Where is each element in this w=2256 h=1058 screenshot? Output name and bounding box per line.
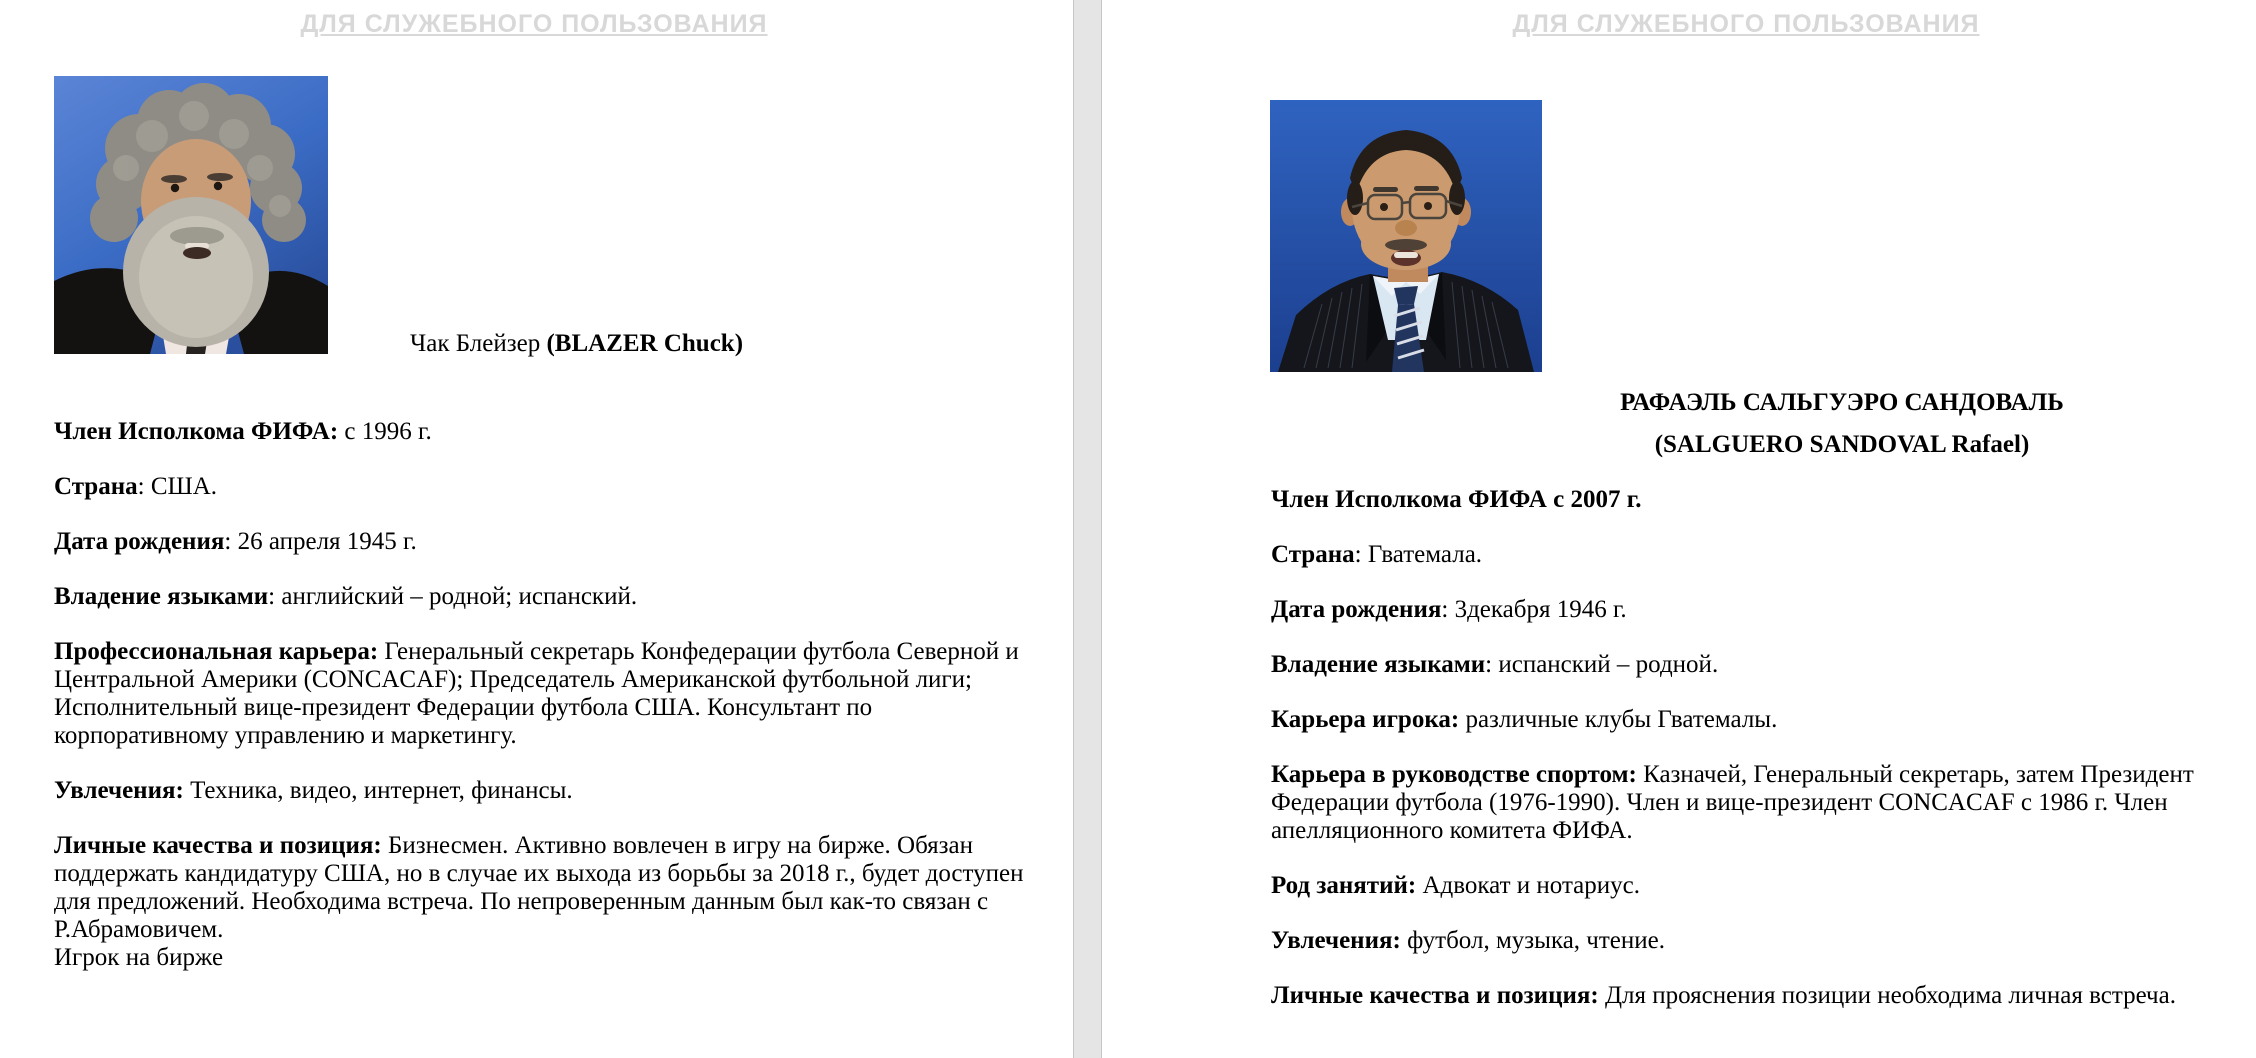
field-languages: Владение языками: английский – родной; испанский. xyxy=(54,583,638,610)
rafael-salguero-photo xyxy=(1270,100,1542,372)
field-fifa-member: Член Исполкома ФИФА: с 1996 г. xyxy=(54,418,432,445)
field-occupation: Род занятий: Адвокат и нотариус. xyxy=(1271,872,1640,899)
dossier-body xyxy=(1271,486,2221,1010)
person-name-latin: (BLAZER Chuck) xyxy=(546,330,744,357)
field-country: Страна: Гватемала. xyxy=(1271,541,1483,568)
person-name-latin: (SALGUERO SANDOVAL Rafael) xyxy=(1654,431,2030,458)
page-divider xyxy=(1073,0,1102,1058)
page-blazer xyxy=(0,0,1073,1058)
field-birth-date: Дата рождения: 3декабря 1946 г. xyxy=(1271,596,1627,623)
classification-banner: ДЛЯ СЛУЖЕБНОГО ПОЛЬЗОВАНИЯ xyxy=(300,10,768,38)
field-player-career: Карьера игрока: различные клубы Гватемалы. xyxy=(1271,706,1778,733)
person-name xyxy=(1382,382,2256,466)
field-hobbies: Увлечения: Техника, видео, интернет, финансы. xyxy=(54,777,573,804)
chuck-blazer-photo xyxy=(54,76,328,354)
field-fifa-member: Член Исполкома ФИФА с 2007 г. xyxy=(1271,486,1642,513)
field-sports-management-career: Карьера в руководстве спортом: Казначей, Генеральный секретарь, затем Президент Федерации футбола (1976-1990). Член и вице-президент CONCACAF с 1986 г. Член апелляционного комитета ФИФА. xyxy=(1271,761,2194,844)
person-name-ru: РАФАЭЛЬ САЛЬГУЭРО САНДОВАЛЬ xyxy=(1620,389,2064,416)
field-country: Страна: США. xyxy=(54,473,218,500)
field-birth-date: Дата рождения: 26 апреля 1945 г. xyxy=(54,528,417,555)
field-career: Профессиональная карьера: Генеральный секретарь Конфедерации футбола Северной и Центральной Америки (CONCACAF); Председатель Американской футбольной лиги; Исполнительный вице-президент Федерации футбола США. Консультант по корпоративному управлению и маркетингу. xyxy=(54,638,1019,749)
field-personal: Личные качества и позиция: Бизнесмен. Активно вовлечен в игру на бирже. Обязан поддержать кандидатуру США, но в случае их выхода из борьбы за 2018 г., будет доступен для предложений. Необходима встреча. По непроверенным данным был как-то связан с Р.Абрамовичем. Игрок на бирже xyxy=(54,832,1024,971)
page-salguero xyxy=(1102,0,2256,1058)
dossier-body xyxy=(54,418,1024,972)
field-personal-note: Игрок на бирже xyxy=(54,944,224,971)
person-name-ru: Чак Блейзер xyxy=(410,330,547,357)
classification-banner: ДЛЯ СЛУЖЕБНОГО ПОЛЬЗОВАНИЯ xyxy=(1512,10,1980,38)
field-languages: Владение языками: испанский – родной. xyxy=(1271,651,1719,678)
person-name xyxy=(410,330,743,358)
field-personal: Личные качества и позиция: Для прояснения позиции необходима личная встреча. xyxy=(1271,982,2176,1009)
field-hobbies: Увлечения: футбол, музыка, чтение. xyxy=(1271,927,1666,954)
